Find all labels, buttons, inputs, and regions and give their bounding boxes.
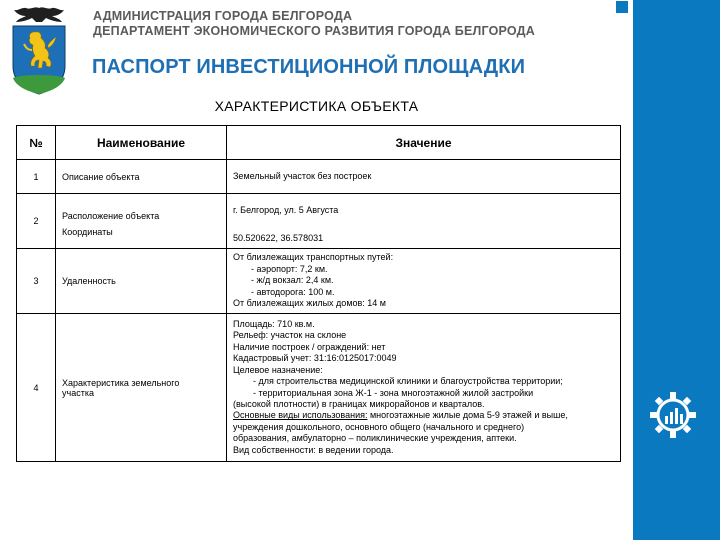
uses-line: образования, амбулаторно – поликлинические учреждения, аптеки.	[233, 433, 517, 444]
column-header-name: Наименование	[56, 126, 227, 160]
table-row	[17, 249, 621, 314]
corner-accent	[616, 1, 628, 13]
row-number: 4	[17, 314, 56, 462]
main-uses-text: многоэтажные жилые дома 5-9 этажей и выше,	[367, 410, 568, 421]
distance-line: - автодорога: 100 м.	[251, 286, 335, 297]
uses-line: учреждения дошкольного, основного общего (начального и среднего)	[233, 421, 525, 432]
row-value: 50.520622, 36.578031	[227, 223, 621, 249]
object-characteristics-table	[16, 125, 621, 462]
table-row	[17, 314, 621, 462]
row-value: Земельный участок без построек	[227, 160, 621, 194]
gear-chart-icon	[648, 390, 698, 440]
distance-line: - ж/д вокзал: 2,4 км.	[251, 275, 334, 286]
purpose-line: - территориальная зона Ж-1 - зона многоэтажной жилой застройки	[253, 387, 534, 398]
table-header-row	[17, 126, 621, 160]
main-uses	[233, 410, 620, 421]
purpose-line: - для строительства медицинской клиники и благоустройства территории;	[253, 376, 563, 387]
purpose-line: (высокой плотности) в границах микрорайонов и кварталов.	[233, 398, 485, 409]
department-name: ДЕПАРТАМЕНТ ЭКОНОМИЧЕСКОГО РАЗВИТИЯ ГОРОДА БЕЛГОРОДА	[93, 24, 535, 38]
row-name: Координаты	[56, 223, 227, 249]
row-name: Описание объекта	[56, 160, 227, 194]
row-name-line: участка	[62, 387, 94, 398]
distance-line: От близлежащих транспортных путей:	[233, 252, 394, 263]
table-row	[17, 223, 621, 249]
right-sidebar	[633, 0, 720, 540]
row-value	[227, 249, 621, 314]
row-value	[227, 314, 621, 462]
land-buildings: Наличие построек / ограждений: нет	[233, 341, 386, 352]
ownership: Вид собственности: в ведении города.	[233, 444, 394, 455]
document-title: ПАСПОРТ ИНВЕСТИЦИОННОЙ ПЛОЩАДКИ	[92, 56, 526, 78]
row-name: Расположение объекта	[56, 194, 227, 223]
column-header-value: Значение	[227, 126, 621, 160]
row-number: 2	[17, 194, 56, 249]
section-title: ХАРАКТЕРИСТИКА ОБЪЕКТА	[214, 98, 419, 114]
main-uses-label: Основные виды использования:	[233, 410, 368, 421]
column-header-number: №	[17, 126, 56, 160]
row-number: 3	[17, 249, 56, 314]
row-number: 1	[17, 160, 56, 194]
row-name	[56, 314, 227, 462]
distance-line: От близлежащих жилых домов: 14 м	[233, 298, 386, 309]
row-name-line: Характеристика земельного	[62, 377, 180, 388]
purpose-label: Целевое назначение:	[233, 364, 323, 375]
row-name: Удаленность	[56, 249, 227, 314]
administration-name: АДМИНИСТРАЦИЯ ГОРОДА БЕЛГОРОДА	[93, 9, 353, 23]
land-area: Площадь: 710 кв.м.	[233, 319, 315, 330]
table-row	[17, 160, 621, 194]
cadastral-number: Кадастровый учет: 31:16:0125017:0049	[233, 353, 397, 364]
row-value: г. Белгород, ул. 5 Августа	[227, 194, 621, 223]
belgorod-coat-of-arms	[8, 4, 70, 96]
table-row	[17, 194, 621, 223]
distance-line: - аэропорт: 7,2 км.	[251, 263, 328, 274]
land-relief: Рельеф: участок на склоне	[233, 330, 347, 341]
